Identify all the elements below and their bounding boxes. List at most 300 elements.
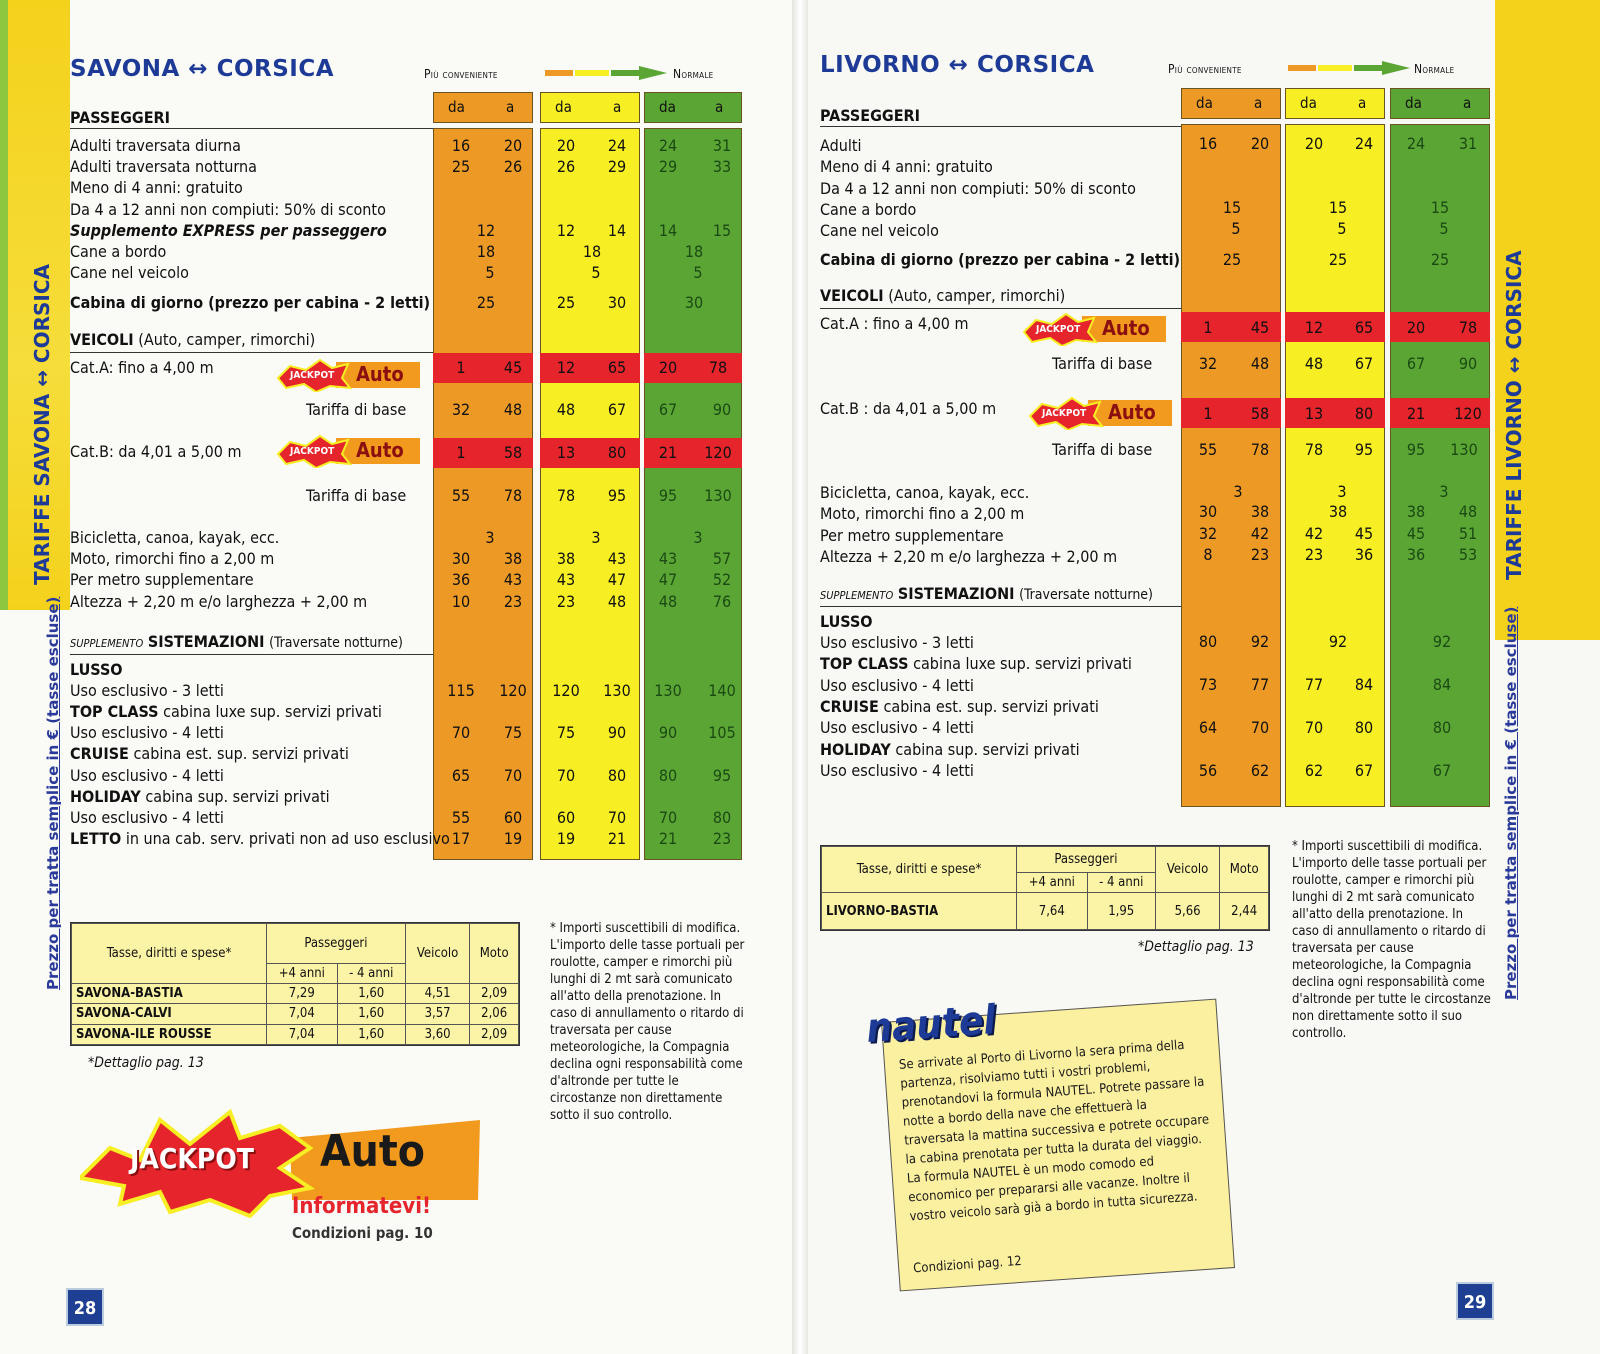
- price-cell: 30: [607, 293, 627, 312]
- price-cell: 48: [1304, 354, 1324, 373]
- price-cell: 25: [556, 293, 576, 312]
- price-cell: 48: [556, 400, 576, 419]
- row-label: Adulti: [820, 136, 862, 155]
- price-cell: 1: [456, 443, 466, 462]
- price-cell: 53: [1458, 545, 1478, 564]
- row-label: Adulti traversata notturna: [70, 157, 257, 176]
- price-cell: 15: [1430, 198, 1450, 217]
- price-cell: 78: [556, 486, 576, 505]
- row-label: LUSSO: [70, 660, 123, 679]
- price-cell: 36: [451, 570, 471, 589]
- tax-cell: 5,66: [1155, 893, 1220, 930]
- tax-cell: 7,04: [267, 1024, 338, 1044]
- price-cell: 21: [658, 443, 678, 462]
- price-cell: 60: [503, 808, 523, 827]
- col-header-yellow: da a: [540, 92, 640, 123]
- price-cell: 20: [1250, 134, 1270, 153]
- price-cell: 33: [712, 157, 732, 176]
- price-cell: 130: [603, 681, 631, 700]
- price-cell: 16: [1198, 134, 1218, 153]
- tax-cell: 7,04: [267, 1004, 338, 1024]
- footnote: * Importi suscettibili di modifica. L'importo delle tasse portuali per roulotte, camper e rimorchi più lunghi di 2 mt sarà comunicato all'atto della prenotazione. In caso di annullamento o ritardo di traversata per cause meteorologiche, la Compagnia declina ogni responsabilità come d'altronde per tutte le circostanze non direttamente sotto il suo controllo.: [1292, 839, 1491, 1041]
- tax-header: Passeggeri: [1017, 847, 1156, 873]
- price-cell: 12: [556, 221, 576, 240]
- price-cell: 3: [1439, 482, 1449, 501]
- price-cell: 19: [503, 829, 523, 848]
- price-cell: 1: [1203, 318, 1213, 337]
- tax-header: Passeggeri: [267, 924, 406, 964]
- row-label: LETTO in una cab. serv. privati non ad uso esclusivo: [70, 829, 450, 848]
- section-passeggeri: PASSEGGERI: [820, 106, 920, 125]
- tax-detail: *Dettaglio pag. 13: [1138, 939, 1254, 955]
- price-cell: 58: [503, 443, 523, 462]
- price-cell: 95: [658, 486, 678, 505]
- price-cell: 16: [451, 136, 471, 155]
- price-cell: 24: [1406, 134, 1426, 153]
- page-number: 28: [66, 1288, 104, 1326]
- price-cell: 65: [451, 766, 471, 785]
- tax-cell: 1,60: [337, 1004, 405, 1024]
- price-cell: 25: [451, 157, 471, 176]
- tariffa-base-label: Tariffa di base: [306, 486, 407, 505]
- price-cell: 23: [503, 592, 523, 611]
- price-cell: 23: [556, 592, 576, 611]
- tax-cell: 2,06: [470, 1004, 519, 1024]
- tax-table: [70, 922, 520, 1046]
- divider: [820, 308, 1181, 309]
- tax-table: [820, 845, 1270, 931]
- price-cell: 25: [1328, 250, 1348, 269]
- price-cell: 80: [607, 766, 627, 785]
- tax-cell: 3,57: [405, 1004, 470, 1024]
- tax-header: +4 anni: [267, 964, 338, 984]
- price-cell: 47: [658, 570, 678, 589]
- price-cell: 76: [712, 592, 732, 611]
- price-cell: 5: [1231, 219, 1241, 238]
- cat-b-label: Cat.B : da 4,01 a 5,00 m: [820, 399, 997, 418]
- divider: [820, 606, 1181, 607]
- price-cell: 48: [1458, 502, 1478, 521]
- price-cell: 58: [1250, 404, 1270, 423]
- tax-cell: 3,60: [405, 1024, 470, 1044]
- price-cell: 130: [654, 681, 682, 700]
- side-subtitle: Prezzo per tratta semplice in € (tasse escluse): [1502, 606, 1520, 1000]
- price-cell: 30: [451, 549, 471, 568]
- tax-route: SAVONA-ILE ROUSSE: [72, 1024, 267, 1044]
- price-cell: 19: [556, 829, 576, 848]
- col-header-orange: da a: [433, 92, 533, 123]
- price-cell: 36: [1354, 545, 1374, 564]
- price-cell: 92: [1432, 632, 1452, 651]
- row-label: Meno di 4 anni: gratuito: [820, 157, 993, 176]
- tax-header: +4 anni: [1017, 873, 1088, 893]
- section-passeggeri: PASSEGGERI: [70, 108, 170, 127]
- price-cell: 95: [1406, 440, 1426, 459]
- cat-a-label: Cat.A: fino a 4,00 m: [70, 358, 214, 377]
- price-cell: 30: [1198, 502, 1218, 521]
- price-cell: 105: [708, 723, 736, 742]
- row-label: Moto, rimorchi fino a 2,00 m: [820, 504, 1025, 523]
- price-cell: 5: [1439, 219, 1449, 238]
- price-cell: 43: [658, 549, 678, 568]
- price-cell: 64: [1198, 718, 1218, 737]
- price-cell: 120: [552, 681, 580, 700]
- price-cell: 80: [1354, 718, 1374, 737]
- price-cell: 20: [1304, 134, 1324, 153]
- auto-text: Auto: [356, 438, 404, 462]
- row-label: Uso esclusivo - 4 letti: [820, 718, 974, 737]
- price-cell: 24: [1354, 134, 1374, 153]
- scale-left-label: Più conveniente: [424, 67, 498, 81]
- price-cell: 55: [451, 486, 471, 505]
- price-cell: 90: [658, 723, 678, 742]
- price-cell: 47: [607, 570, 627, 589]
- price-cell: 38: [1250, 502, 1270, 521]
- auto-text: Auto: [1108, 400, 1156, 424]
- price-cell: 15: [1222, 198, 1242, 217]
- scale-right-label: Normale: [673, 67, 714, 81]
- price-cell: 140: [708, 681, 736, 700]
- price-cell: 18: [582, 242, 602, 261]
- price-cell: 70: [451, 723, 471, 742]
- price-cell: 20: [556, 136, 576, 155]
- row-label: CRUISE cabina est. sup. servizi privati: [820, 697, 1099, 716]
- price-cell: 3: [485, 528, 495, 547]
- jackpot-text: JACKPOT: [290, 446, 335, 457]
- price-cell: 17: [451, 829, 471, 848]
- divider: [70, 654, 433, 655]
- price-cell: 90: [607, 723, 627, 742]
- price-cell: 26: [503, 157, 523, 176]
- price-cell: 14: [607, 221, 627, 240]
- price-cell: 30: [684, 293, 704, 312]
- tariffa-base-label: Tariffa di base: [1052, 354, 1153, 373]
- price-cell: 1: [456, 358, 466, 377]
- price-cell: 24: [658, 136, 678, 155]
- tax-header: Tasse, diritti e spese*: [72, 924, 267, 984]
- nautel-box: [864, 997, 1235, 1292]
- section-veicoli: VEICOLI (Auto, camper, rimorchi): [820, 286, 1066, 305]
- price-cell: 55: [1198, 440, 1218, 459]
- footnote: * Importi suscettibili di modifica. L'importo delle tasse portuali per roulotte, camper e rimorchi più lunghi di 2 mt sarà comunicato all'atto della prenotazione. In caso di annullamento o ritardo di traversata per cause meteorologiche, la Compagnia declina ogni responsabilità come d'altronde per tutte le circostanze non direttamente sotto il suo controllo.: [550, 921, 745, 1123]
- row-label: Bicicletta, canoa, kayak, ecc.: [70, 528, 280, 547]
- side-title: TARIFFE LIVORNO ↔ CORSICA: [1502, 250, 1526, 580]
- price-cell: 78: [1250, 440, 1270, 459]
- price-cell: 95: [712, 766, 732, 785]
- price-cell: 23: [712, 829, 732, 848]
- price-cell: 45: [1406, 524, 1426, 543]
- price-cell: 3: [1233, 482, 1243, 501]
- section-veicoli: VEICOLI (Auto, camper, rimorchi): [70, 330, 316, 349]
- jackpot-auto-badge: [1022, 312, 1167, 346]
- auto-text: Auto: [320, 1126, 425, 1177]
- price-cell: 15: [1328, 198, 1348, 217]
- price-cell: 75: [556, 723, 576, 742]
- price-cell: 67: [1354, 761, 1374, 780]
- price-cell: 10: [451, 592, 471, 611]
- nautel-text: Se arrivate al Porto di Livorno la sera prima della partenza, risolviamo tutti i vostri problemi, prenotandovi la formula NAUTEL. Potrete passare la notte a bordo della nave che effettuerà la traversata la mattina successiva e potrete occupare la cabina prenotata per tutta la durata del viaggio. La formula NAUTEL è un modo comodo ed economico per prepararsi alle vacanze. Inoltre il vostro veicolo sarà già a bordo in tutta sicurezza.: [898, 1037, 1210, 1225]
- tax-header: - 4 anni: [1087, 873, 1155, 893]
- price-cell: 31: [712, 136, 732, 155]
- price-cell: 95: [1354, 440, 1374, 459]
- price-cell: 77: [1250, 675, 1270, 694]
- row-label: Meno di 4 anni: gratuito: [70, 178, 243, 197]
- scale-left-label: Più conveniente: [1168, 62, 1242, 76]
- side-title: TARIFFE SAVONA ↔ CORSICA: [30, 264, 54, 585]
- promo-info: Informatevi!: [292, 1194, 431, 1219]
- price-cell: 62: [1304, 761, 1324, 780]
- divider: [70, 352, 433, 353]
- scale-right-label: Normale: [1414, 62, 1455, 76]
- price-cell: 48: [607, 592, 627, 611]
- tax-header: Moto: [470, 924, 519, 984]
- row-label: LUSSO: [820, 612, 873, 631]
- price-cell: 75: [503, 723, 523, 742]
- tax-route: LIVORNO-BASTIA: [822, 893, 1017, 930]
- jackpot-auto-badge: [276, 358, 421, 392]
- price-cell: 38: [503, 549, 523, 568]
- price-cell: 43: [503, 570, 523, 589]
- price-cell: 67: [1432, 761, 1452, 780]
- tax-header: Veicolo: [405, 924, 470, 984]
- row-label: Adulti traversata diurna: [70, 136, 241, 155]
- price-cell: 1: [1203, 404, 1213, 423]
- price-cell: 45: [503, 358, 523, 377]
- tax-cell: 2,44: [1220, 893, 1269, 930]
- tax-detail: *Dettaglio pag. 13: [88, 1055, 204, 1071]
- scale-arrow-icon: [1288, 61, 1410, 75]
- row-label: Uso esclusivo - 4 letti: [820, 761, 974, 780]
- page-title: LIVORNO ↔ CORSICA: [820, 52, 1095, 78]
- jackpot-auto-badge: [276, 434, 421, 468]
- row-label: Supplemento EXPRESS per passeggero: [70, 221, 387, 240]
- price-cell: 32: [1198, 354, 1218, 373]
- price-cell: 80: [1354, 404, 1374, 423]
- tax-header: - 4 anni: [337, 964, 405, 984]
- price-cell: 3: [1337, 482, 1347, 501]
- row-label: Moto, rimorchi fino a 2,00 m: [70, 549, 275, 568]
- price-cell: 13: [556, 443, 576, 462]
- price-cell: 31: [1458, 134, 1478, 153]
- jackpot-text: JACKPOT: [1042, 408, 1087, 419]
- row-label: HOLIDAY cabina sup. servizi privati: [70, 787, 330, 806]
- price-cell: 8: [1203, 545, 1213, 564]
- price-cell: 70: [658, 808, 678, 827]
- price-cell: 32: [1198, 524, 1218, 543]
- price-cell: 38: [556, 549, 576, 568]
- tax-cell: 1,60: [337, 1024, 405, 1044]
- price-cell: 45: [1354, 524, 1374, 543]
- price-cell: 21: [1406, 404, 1426, 423]
- price-cell: 29: [607, 157, 627, 176]
- price-cell: 51: [1458, 524, 1478, 543]
- price-cell: 130: [1450, 440, 1478, 459]
- price-cell: 20: [1406, 318, 1426, 337]
- section-sistemazioni: SUPPLEMENTO SISTEMAZIONI (Traversate notturne): [70, 632, 403, 651]
- price-cell: 120: [1454, 404, 1482, 423]
- price-cell: 70: [556, 766, 576, 785]
- price-cell: 70: [1304, 718, 1324, 737]
- price-cell: 70: [503, 766, 523, 785]
- price-cell: 67: [658, 400, 678, 419]
- price-cell: 18: [684, 242, 704, 261]
- col-header-green: da a: [644, 92, 742, 123]
- price-cell: 73: [1198, 675, 1218, 694]
- row-label: Cabina di giorno (prezzo per cabina - 2 letti): [820, 250, 1181, 269]
- price-cell: 26: [556, 157, 576, 176]
- price-cell: 115: [447, 681, 475, 700]
- price-cell: 80: [712, 808, 732, 827]
- price-cell: 84: [1432, 675, 1452, 694]
- jackpot-promo: [80, 1108, 480, 1258]
- page-number: 29: [1456, 1282, 1494, 1320]
- price-cell: 65: [1354, 318, 1374, 337]
- tax-route: SAVONA-BASTIA: [72, 984, 267, 1004]
- price-cell: 120: [499, 681, 527, 700]
- row-label: Cane a bordo: [70, 242, 167, 261]
- scale-arrow-icon: [545, 66, 667, 80]
- price-cell: 78: [503, 486, 523, 505]
- row-label: HOLIDAY cabina sup. servizi privati: [820, 740, 1080, 759]
- price-cell: 48: [503, 400, 523, 419]
- price-cell: 45: [1250, 318, 1270, 337]
- price-cell: 55: [451, 808, 471, 827]
- price-cell: 5: [693, 263, 703, 282]
- row-label: Uso esclusivo - 4 letti: [70, 766, 224, 785]
- row-label: TOP CLASS cabina luxe sup. servizi privati: [820, 654, 1132, 673]
- price-cell: 18: [476, 242, 496, 261]
- price-cell: 20: [658, 358, 678, 377]
- price-cell: 77: [1304, 675, 1324, 694]
- price-cell: 70: [1250, 718, 1270, 737]
- price-cell: 43: [556, 570, 576, 589]
- promo-conditions: Condizioni pag. 10: [292, 1224, 433, 1242]
- tax-cell: 7,29: [267, 984, 338, 1004]
- row-label: Da 4 a 12 anni non compiuti: 50% di sconto: [820, 179, 1136, 198]
- nautel-conditions: Condizioni pag. 12: [912, 1253, 1023, 1277]
- price-cell: 62: [1250, 761, 1270, 780]
- tax-header: Veicolo: [1155, 847, 1220, 893]
- row-label: Uso esclusivo - 3 letti: [70, 681, 224, 700]
- tax-header: Moto: [1220, 847, 1269, 893]
- price-cell: 24: [607, 136, 627, 155]
- price-cell: 80: [607, 443, 627, 462]
- price-cell: 80: [658, 766, 678, 785]
- divider: [820, 126, 1181, 127]
- price-cell: 78: [1304, 440, 1324, 459]
- cat-b-label: Cat.B: da 4,01 a 5,00 m: [70, 442, 242, 461]
- price-cell: 13: [1304, 404, 1324, 423]
- price-cell: 78: [1458, 318, 1478, 337]
- row-label: Cane nel veicolo: [820, 221, 939, 240]
- jackpot-text: JACKPOT: [1036, 324, 1081, 335]
- col-header-orange: da a: [1181, 88, 1281, 119]
- row-label: Altezza + 2,20 m e/o larghezza + 2,00 m: [70, 592, 368, 611]
- row-label: Uso esclusivo - 4 letti: [820, 676, 974, 695]
- row-label: Per metro supplementare: [820, 526, 1004, 545]
- price-cell: 25: [476, 293, 496, 312]
- price-cell: 92: [1328, 632, 1348, 651]
- side-subtitle: Prezzo per tratta semplice in € (tasse escluse): [44, 596, 62, 990]
- col-header-yellow: da a: [1285, 88, 1385, 119]
- price-cell: 120: [704, 443, 732, 462]
- book-gutter: [792, 0, 808, 1354]
- tax-cell: 4,51: [405, 984, 470, 1004]
- price-cell: 130: [704, 486, 732, 505]
- price-cell: 12: [476, 221, 496, 240]
- nautel-logo: nautel: [864, 997, 998, 1053]
- jackpot-auto-badge: [1028, 396, 1173, 430]
- price-cell: 95: [607, 486, 627, 505]
- price-cell: 78: [708, 358, 728, 377]
- col-header-green: da a: [1390, 88, 1490, 119]
- price-cell: 36: [1406, 545, 1426, 564]
- price-cell: 60: [556, 808, 576, 827]
- price-cell: 48: [658, 592, 678, 611]
- tax-header: Tasse, diritti e spese*: [822, 847, 1017, 893]
- row-label: Per metro supplementare: [70, 570, 254, 589]
- tariffa-base-label: Tariffa di base: [1052, 440, 1153, 459]
- price-cell: 84: [1354, 675, 1374, 694]
- tax-cell: 1,60: [337, 984, 405, 1004]
- tariffa-base-label: Tariffa di base: [306, 400, 407, 419]
- price-cell: 23: [1304, 545, 1324, 564]
- price-cell: 5: [1337, 219, 1347, 238]
- section-sistemazioni: SUPPLEMENTO SISTEMAZIONI (Traversate notturne): [820, 584, 1153, 603]
- row-label: Da 4 a 12 anni non compiuti: 50% di sconto: [70, 200, 386, 219]
- tax-cell: 1,95: [1087, 893, 1155, 930]
- row-label: TOP CLASS cabina luxe sup. servizi privati: [70, 702, 382, 721]
- price-cell: 52: [712, 570, 732, 589]
- price-cell: 80: [1432, 718, 1452, 737]
- price-cell: 5: [591, 263, 601, 282]
- price-cell: 38: [1328, 502, 1348, 521]
- auto-text: Auto: [356, 362, 404, 386]
- price-cell: 56: [1198, 761, 1218, 780]
- price-cell: 15: [712, 221, 732, 240]
- price-cell: 5: [485, 263, 495, 282]
- row-label: Cane nel veicolo: [70, 263, 189, 282]
- row-label: Altezza + 2,20 m e/o larghezza + 2,00 m: [820, 547, 1118, 566]
- price-cell: 3: [693, 528, 703, 547]
- page-title: SAVONA ↔ CORSICA: [70, 56, 335, 82]
- row-label: Uso esclusivo - 3 letti: [820, 633, 974, 652]
- price-cell: 23: [1250, 545, 1270, 564]
- price-cell: 38: [1406, 502, 1426, 521]
- price-cell: 57: [712, 549, 732, 568]
- price-cell: 25: [1222, 250, 1242, 269]
- tax-route: SAVONA-CALVI: [72, 1004, 267, 1024]
- auto-text: Auto: [1102, 316, 1150, 340]
- divider: [70, 128, 433, 129]
- price-cell: 65: [607, 358, 627, 377]
- tax-cell: 7,64: [1017, 893, 1088, 930]
- price-cell: 67: [1354, 354, 1374, 373]
- price-cell: 90: [1458, 354, 1478, 373]
- price-cell: 92: [1250, 632, 1270, 651]
- price-cell: 67: [607, 400, 627, 419]
- row-label: Bicicletta, canoa, kayak, ecc.: [820, 483, 1030, 502]
- row-label: CRUISE cabina est. sup. servizi privati: [70, 744, 349, 763]
- row-label: Cabina di giorno (prezzo per cabina - 2 letti): [70, 293, 431, 312]
- price-cell: 70: [607, 808, 627, 827]
- price-cell: 21: [658, 829, 678, 848]
- price-cell: 90: [712, 400, 732, 419]
- side-edge: [0, 0, 8, 610]
- price-cell: 48: [1250, 354, 1270, 373]
- price-cell: 42: [1304, 524, 1324, 543]
- price-cell: 32: [451, 400, 471, 419]
